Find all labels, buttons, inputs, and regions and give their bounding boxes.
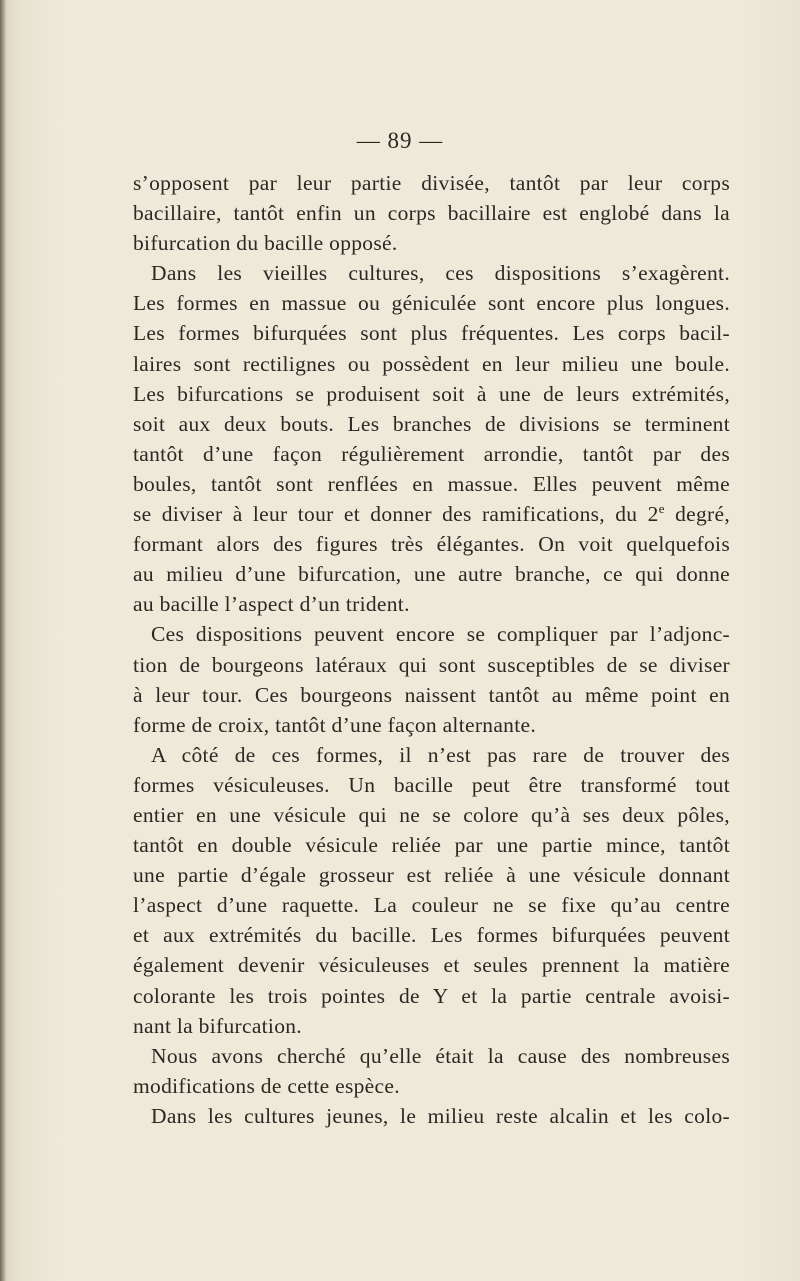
text-line: une partie d’égale grosseur est reliée à une vésicule donnant <box>133 863 730 888</box>
text-line: forme de croix, tantôt d’une façon alternante. <box>133 712 537 737</box>
text-line: entier en une vésicule qui ne se colore qu’à ses deux pôles, <box>133 802 730 827</box>
text-line: au milieu d’une bifurcation, une autre branche, ce qui donne <box>133 562 730 587</box>
page-number: — 89 — <box>356 128 444 153</box>
text-line: Dans les cultures jeunes, le milieu reste alcalin et les colo- <box>151 1103 730 1128</box>
text-line: tion de bourgeons latéraux qui sont susceptibles de se diviser <box>133 652 730 677</box>
text-line: Nous avons cherché qu’elle était la cause des nombreuses <box>151 1043 730 1068</box>
text-line: laires sont rectilignes ou possèdent en leur milieu une boule. <box>133 351 730 376</box>
text-line: nant la bifurcation. <box>133 1013 302 1038</box>
text-line: l’aspect d’une raquette. La couleur ne se fixe qu’au centre <box>133 893 730 918</box>
text-line: Les formes en massue ou géniculée sont encore plus longues. <box>133 291 730 316</box>
text-line: bacillaire, tantôt enfin un corps bacillaire est englobé dans la <box>133 201 730 226</box>
text-line: modifications de cette espèce. <box>133 1073 400 1098</box>
text-line: Les formes bifurquées sont plus fréquentes. Les corps bacil- <box>133 321 730 346</box>
text-line: également devenir vésiculeuses et seules prennent la matière <box>133 953 730 978</box>
text-line: se diviser à leur tour et donner des ramifications, du 2e degré, <box>133 500 730 527</box>
text-line: s’opposent par leur partie divisée, tantôt par leur corps <box>133 171 730 195</box>
text-line: formant alors des figures très élégantes. On voit quelquefois <box>133 532 730 557</box>
text-line: A côté de ces formes, il n’est pas rare de trouver des <box>151 742 730 767</box>
text-line: Les bifurcations se produisent soit à une de leurs extrémités, <box>133 381 730 406</box>
text-line: colorante les trois pointes de Y et la partie centrale avoisi- <box>133 983 730 1008</box>
text-line: Dans les vieilles cultures, ces dispositions s’exagèrent. <box>151 261 730 286</box>
text-line: tantôt en double vésicule reliée par une partie mince, tantôt <box>133 833 730 858</box>
body-text <box>133 168 730 1131</box>
text-line: soit aux deux bouts. Les branches de divisions se terminent <box>133 411 730 436</box>
page-binding-edge <box>0 0 6 1281</box>
text-line: tantôt d’une façon régulièrement arrondie, tantôt par des <box>133 441 730 466</box>
text-line: boules, tantôt sont renflées en massue. Elles peuvent même <box>133 471 730 496</box>
text-line: à leur tour. Ces bourgeons naissent tantôt au même point en <box>133 682 730 707</box>
text-line: au bacille l’aspect d’un trident. <box>133 592 410 617</box>
text-line: formes vésiculeuses. Un bacille peut être transformé tout <box>133 772 730 797</box>
text-line: bifurcation du bacille opposé. <box>133 231 398 256</box>
text-line: Ces dispositions peuvent encore se compliquer par l’adjonc- <box>151 622 730 647</box>
text-line: et aux extrémités du bacille. Les formes bifurquées peuvent <box>133 923 730 948</box>
